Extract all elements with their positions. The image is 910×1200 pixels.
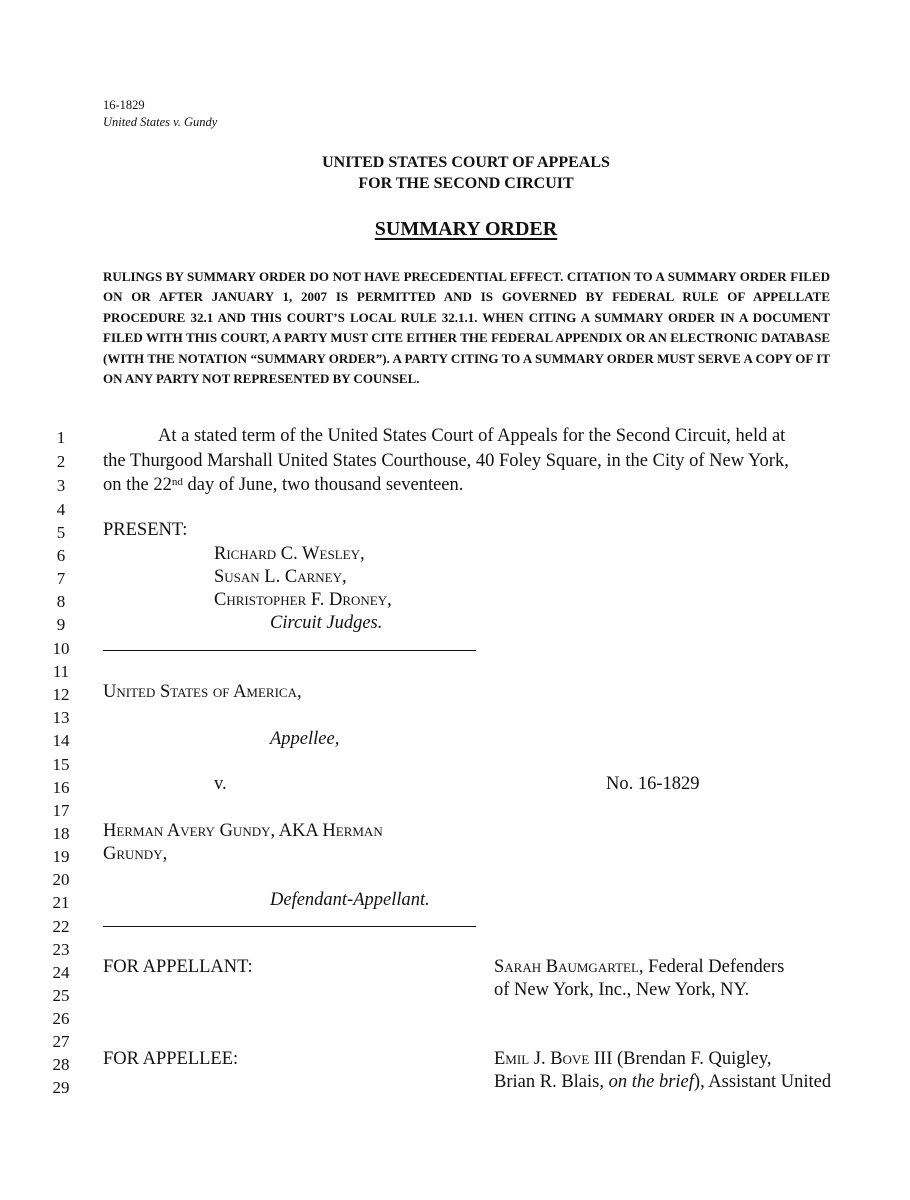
line-number: 22 — [52, 917, 70, 936]
line-number: 21 — [52, 893, 70, 912]
court-name-line2: FOR THE SECOND CIRCUIT — [358, 175, 574, 192]
line-number: 28 — [52, 1055, 70, 1074]
line-number: 29 — [52, 1078, 70, 1097]
appellee-counsel-line2 — [494, 1071, 831, 1093]
line-number: 23 — [52, 940, 70, 959]
opening-line-1: At a stated term of the United States Court of Appeals for the Second Circuit, held at — [158, 426, 786, 446]
divider-top — [103, 650, 476, 651]
appellant-attorney-name: Sarah Baumgartel — [494, 957, 639, 977]
appellant-counsel-label: FOR APPELLANT: — [103, 957, 253, 977]
line-number: 13 — [52, 708, 70, 727]
appellee-counsel-line1 — [494, 1048, 772, 1070]
line-number: 5 — [56, 523, 66, 542]
line-number: 4 — [56, 500, 66, 519]
line-number: 17 — [52, 801, 70, 820]
line-number: 8 — [56, 592, 66, 611]
appellee-co-counsel: (Brendan F. Quigley, — [612, 1049, 772, 1069]
line-number: 25 — [52, 986, 70, 1005]
opening-line-3-rest: day of June, two thousand seventeen. — [182, 475, 464, 495]
line-number: 3 — [56, 476, 66, 495]
order-title: SUMMARY ORDER — [374, 218, 558, 240]
defendant-name-line1: Herman Avery Gundy, AKA Herman — [103, 821, 383, 841]
ordinal-suffix: nd — [171, 476, 183, 488]
on-the-brief: on the brief — [608, 1072, 694, 1092]
precedential-notice: RULINGS BY SUMMARY ORDER DO NOT HAVE PRECEDENTIAL EFFECT. CITATION TO A SUMMARY ORDER FILED ON OR AFTER JANUARY 1, 2007 IS PERMITTED AND IS GOVERNED BY FEDERAL RULE OF APPELLATE PROCEDURE 32.1 AND THIS COURT’S LOCAL RULE 32.1.1. WHEN CITING A SUMMARY ORDER IN A DOCUMENT FILED WITH THIS COURT, A PARTY MUST CITE EITHER THE FEDERAL APPENDIX OR AN ELECTRONIC DATABASE (WITH THE NOTATION “SUMMARY ORDER”). A PARTY CITING TO A SUMMARY ORDER MUST SERVE A COPY OF IT ON ANY PARTY NOT REPRESENTED BY COUNSEL. — [103, 269, 830, 387]
judge-3: Christopher F. Droney, — [214, 590, 392, 610]
appellant-firm: , Federal Defenders — [638, 957, 785, 977]
defendant-name-line2: Grundy, — [103, 844, 168, 864]
line-number: 9 — [56, 615, 66, 634]
line-number: 27 — [52, 1032, 70, 1051]
line-number: 2 — [56, 452, 66, 471]
line-number: 12 — [52, 685, 70, 704]
line-number: 19 — [52, 847, 70, 866]
judges-role: Circuit Judges. — [270, 613, 383, 633]
divider-bottom — [103, 926, 476, 927]
line-number: 1 — [56, 428, 66, 447]
appellee-attorney-name: Emil J. Bove III — [494, 1049, 613, 1069]
court-name-line1: UNITED STATES COURT OF APPEALS — [322, 154, 610, 171]
case-caption-short: United States v. Gundy — [103, 115, 218, 129]
line-number: 26 — [52, 1009, 70, 1028]
line-number: 15 — [52, 755, 70, 774]
plaintiff-role: Appellee, — [270, 729, 340, 749]
appellee-line2-rest: ), Assistant United — [693, 1072, 832, 1092]
judge-2: Susan L. Carney, — [214, 567, 347, 587]
appellee-counsel-label: FOR APPELLEE: — [103, 1049, 239, 1069]
appellant-counsel-line2: of New York, Inc., New York, NY. — [494, 980, 750, 1000]
line-number: 7 — [56, 569, 66, 588]
case-number: No. 16-1829 — [606, 774, 700, 794]
docket-number: 16-1829 — [103, 98, 145, 112]
opening-line-2: the Thurgood Marshall United States Courthouse, 40 Foley Square, in the City of New York, — [103, 451, 789, 471]
appellant-counsel-line1 — [494, 956, 784, 978]
opening-line-3 — [103, 474, 463, 496]
line-number: 16 — [52, 778, 70, 797]
line-number: 14 — [52, 731, 70, 750]
opening-line-3-text: on the 22 — [103, 475, 172, 495]
line-number: 18 — [52, 824, 70, 843]
judge-1: Richard C. Wesley, — [214, 544, 365, 564]
defendant-role: Defendant-Appellant. — [270, 890, 430, 910]
appellee-line2-text: Brian R. Blais, — [494, 1072, 609, 1092]
present-label: PRESENT: — [103, 520, 188, 540]
line-number: 10 — [52, 639, 70, 658]
line-number: 24 — [52, 963, 70, 982]
line-number: 20 — [52, 870, 70, 889]
line-number: 6 — [56, 546, 66, 565]
plaintiff-name: United States of America, — [103, 682, 302, 702]
line-number: 11 — [52, 662, 70, 681]
versus: v. — [214, 774, 227, 794]
